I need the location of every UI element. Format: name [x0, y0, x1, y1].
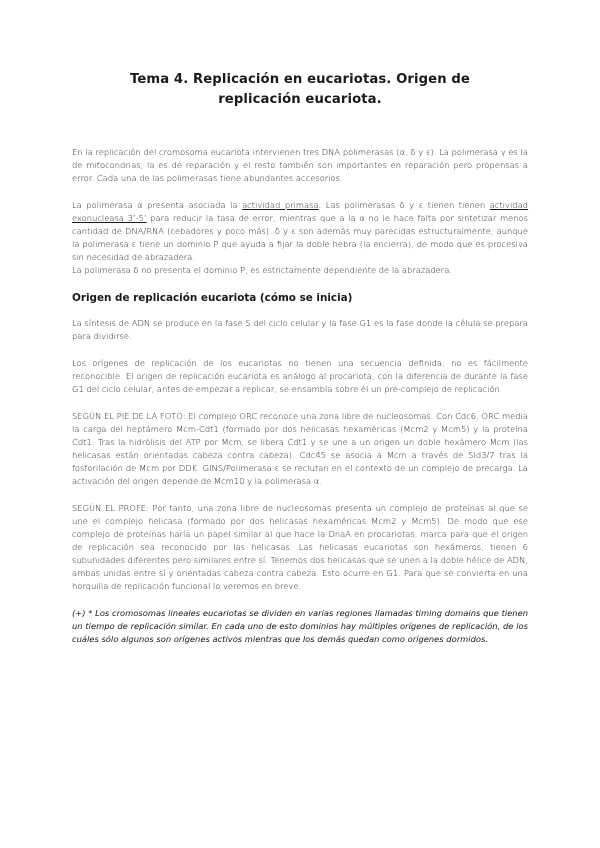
paragraph-text: La polimerasa α presenta asociada la [72, 200, 243, 210]
section-heading: Origen de replicación eucariota (cómo se inicia) [72, 292, 353, 304]
paragraph-photo-caption: SEGÚN EL PIE DE LA FOTO: El complejo ORC reconoce una zona libre de nucleosomas. Con Cdc6, ORC media la carga del heptámero Mcm-Cdt1 (formado por dos helicasas hexaméricas (Mcm2 y Mcm5) y la proteína Cdt1. Tras la hidrólisis del ATP por Mcm, se libera Cdt1 y se une a un origen un doble hexámero Mcm (las helicasas están orientadas cabeza contra cabeza). Cdc45 se asocia a Mcm a través de Sld3/7 tras la fosforilación de Mcm por DDK. GINS/Polimerasa ε se reclutan en el contexto de un complejo de precarga. La activación del origen depende de Mcm10 y la polimerasa α. [72, 411, 528, 486]
paragraph-polymerase-activities [72, 199, 528, 264]
paragraph-professor: SEGÚN EL PROFE: Por tanto, una zona libre de nucleosomas presenta un complejo de proteínas al que se une el complejo helicasa (formado por dos helicasas hexaméricas Mcm2 y Mcm5). De modo que ese complejo de proteínas haría un papel similar al que hace la DnaA en procariotas, marca para que el origen de replicación sea reconocido por las helicasas. Las helicasas eucariotas son hexámeros, tienen 6 subunidades diferentes pero similares entre sí. Tenemos dos helicasas que se unen a la doble hélice de ADN, ambas unidas entre sí y orientadas cabeza contra cabeza. Esto ocurre en G1. Para que se convierta en una horquilla de replicación funcional lo veremos en breve. [72, 503, 528, 591]
paragraph-synthesis: La síntesis de ADN se produce en la fase S del ciclo celular y la fase G1 es la fase donde la célula se prepara para dividirse. [72, 318, 528, 341]
paragraph-note: (+) * Los cromosomas lineales eucariotas se dividen en varias regiones llamadas timing domains que tienen un tiempo de replicación similar. En cada uno de esto dominios hay múltiples orígenes de replicación, de los cuáles sólo algunos son orígenes activos mientras que los demás quedan como orígenes dormidos. [72, 608, 528, 644]
paragraph-origins: Los orígenes de replicación de los eucariotas no tienen una secuencia definida, no es fácilmente reconocible. El origen de replicación eucariota es análogo al procariota, con la diferencia de durante la fase G1 del ciclo celular, antes de empezar a replicar, se ensambla sobre él un pre-complejo de replicación [72, 358, 528, 394]
paragraph-text: . Las polimerasas δ y ε tienen tienen [318, 200, 490, 210]
paragraph-polymerases: En la replicación del cromosoma eucariota intervienen tres DNA polimerasas (α, δ y ε). La polimerasa γ es la de mitocondrias, la es de reparación y el resto también son importantes en reparación pero propensas a error. Cada una de las polimerasas tiene abundantes accesorios. [72, 147, 528, 183]
underlined-term-primase: actividad primasa [242, 200, 319, 210]
underlined-term-exonuclease: actividad exonucleasa 3’-5’ [72, 200, 529, 223]
paragraph-text: para reducir la tasa de error, mientras que a la α no le hace falta por sintetizar menos cantidad de DNA/RNA (cebadores y poco más). δ y ε son además muy parecidas estructuralmente, aunque la polimerasa ε tiene un dominio P que ayuda a fijar la doble hebra (la encierra), de modo que es procesiva sin necesidad de abrazadera. [72, 213, 528, 262]
page-title: Tema 4. Replicación en eucariotas. Origen de replicación eucariota. [130, 72, 470, 107]
paragraph-polymerase-delta: La polimerasa δ no presenta el dominio P, es estrictamente dependiente de la abrazadera. [72, 265, 452, 275]
